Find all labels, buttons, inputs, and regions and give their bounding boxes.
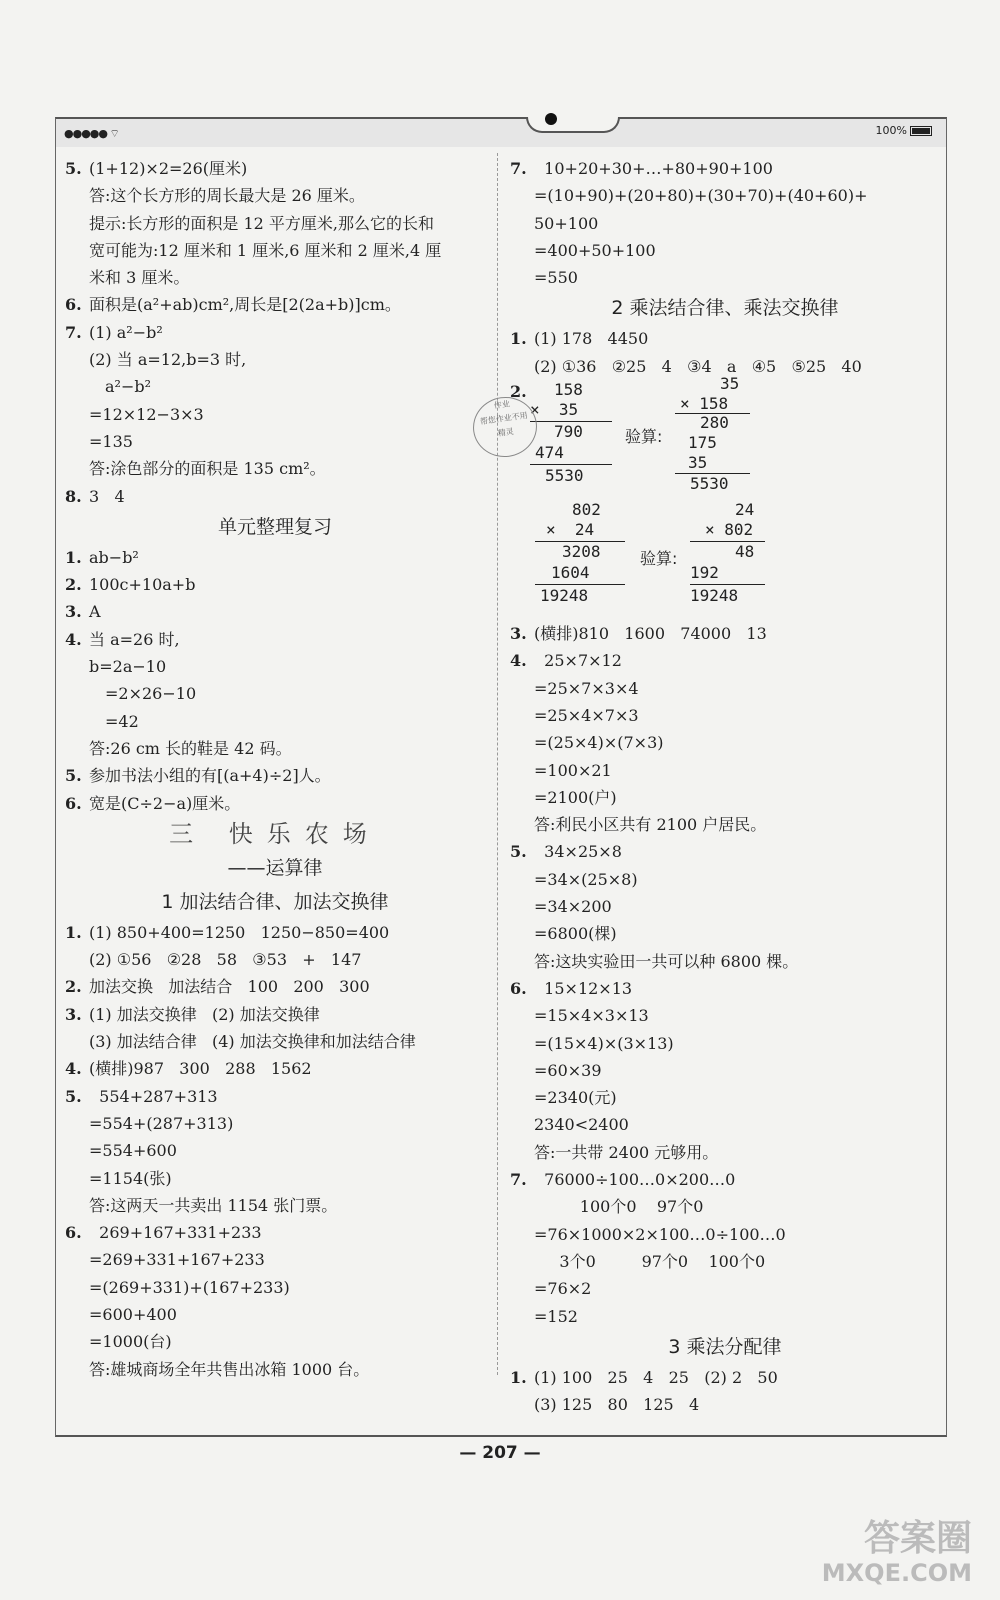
- answer-text: 100c+10a+b: [89, 575, 196, 595]
- answer-line: [510, 702, 940, 729]
- answer-text: ab−b²: [89, 547, 139, 567]
- answer-line: [65, 455, 485, 482]
- answer-item: [510, 325, 940, 352]
- page-number: — 207 —: [459, 1443, 541, 1463]
- answer-text: 答:雄城商场全年共售出冰箱 1000 台。: [89, 1359, 370, 1379]
- answer-line: [510, 948, 940, 975]
- answer-text: 554+287+313: [89, 1086, 218, 1106]
- answer-line: [65, 401, 485, 428]
- answer-text: =2×26−10: [105, 684, 197, 704]
- battery-percent: 100%: [875, 124, 907, 137]
- answer-line: [510, 1221, 940, 1248]
- answer-text: =25×4×7×3: [534, 705, 639, 725]
- item-number: 2.: [510, 382, 527, 402]
- answer-text: =269+331+167+233: [89, 1250, 265, 1270]
- section-heading: 2 乘法结合律、乘法交换律: [611, 297, 839, 320]
- answer-text: (1) a²−b²: [89, 322, 163, 342]
- answer-line: [510, 1303, 940, 1330]
- stamp-text: 精灵: [497, 426, 515, 439]
- answer-line: [510, 210, 940, 237]
- answer-line: [65, 1301, 485, 1328]
- watermark-url: MXQE.COM: [821, 1559, 972, 1587]
- answer-text: (1) 100 25 4 25 (2) 2 50: [534, 1367, 778, 1387]
- answer-text: =600+400: [89, 1304, 177, 1324]
- answer-text: 10+20+30+…+80+90+100: [534, 159, 773, 178]
- answer-line: [510, 920, 940, 947]
- answer-text: 15×12×13: [534, 978, 633, 998]
- answer-line: [65, 264, 485, 291]
- answer-text: (1) 加法交换律 (2) 加法交换律: [89, 1004, 320, 1024]
- stamp-text: 作业: [493, 399, 511, 411]
- answer-text: (1) 850+400=1250 1250−850=400: [89, 922, 390, 942]
- vertical-calc-2: [510, 500, 940, 620]
- item-number: 1.: [510, 1367, 527, 1387]
- answer-line: [510, 1248, 940, 1275]
- answer-text: 参加书法小组的有[(a+4)÷2]人。: [89, 766, 331, 786]
- answer-line: [65, 428, 485, 455]
- watermark-text: 答案圈: [863, 1518, 972, 1559]
- item-number: 3.: [65, 1004, 82, 1024]
- answer-item: [65, 598, 485, 625]
- calc-result: 5530: [545, 466, 584, 486]
- answer-text: 答:利民小区共有 2100 户居民。: [534, 815, 767, 835]
- answer-item: [510, 1364, 940, 1391]
- calc-operand: × 24: [546, 520, 595, 540]
- answer-line: [510, 1030, 940, 1057]
- answer-line: [65, 1028, 485, 1055]
- item-number: 1.: [65, 547, 82, 567]
- answer-text: 76000÷100…0×200…0: [534, 1170, 736, 1190]
- stamp-text: 帮您作业不用: [479, 410, 529, 427]
- item-number: 7.: [510, 159, 527, 178]
- answer-text: 当 a=26 时,: [89, 629, 180, 649]
- answer-text: =(269+331)+(167+233): [89, 1277, 290, 1297]
- answer-text: (2) ①56 ②28 58 ③53 + 147: [89, 950, 362, 970]
- answer-line: [510, 1111, 940, 1138]
- answer-text: 50+100: [534, 213, 599, 233]
- answer-text: =(15×4)×(3×13): [534, 1033, 674, 1053]
- answer-line: [510, 811, 940, 838]
- answer-item: [65, 1055, 485, 1082]
- answer-text: 答:这两天一共卖出 1154 张门票。: [89, 1195, 338, 1215]
- answer-line: [65, 1246, 485, 1273]
- answer-item: [510, 647, 940, 674]
- answer-text: 3 4: [89, 486, 125, 506]
- answer-item: [65, 973, 485, 1000]
- answer-line: [510, 784, 940, 811]
- answer-text: =554+(287+313): [89, 1113, 234, 1133]
- answer-line: [65, 946, 485, 973]
- item-number: 6.: [65, 295, 82, 315]
- answer-text: 100个0 97个0: [534, 1197, 704, 1217]
- answer-text: =12×12−3×3: [89, 404, 204, 424]
- answer-line: [510, 1139, 940, 1166]
- answer-text: 25×7×12: [534, 651, 622, 671]
- answer-text: =76×1000×2×100…0÷100…0: [534, 1224, 786, 1244]
- answer-text: =152: [534, 1306, 578, 1326]
- answer-text: (1+12)×2=26(厘米): [89, 159, 248, 178]
- answer-line: [65, 182, 485, 209]
- answer-item: [65, 762, 485, 789]
- watermark-logo: [821, 1518, 972, 1590]
- camera-icon: [545, 113, 557, 125]
- section-heading: ——运算律: [227, 856, 323, 879]
- item-number: 7.: [510, 1170, 527, 1190]
- answer-text: =6800(棵): [534, 924, 617, 944]
- section-heading: 三 快乐农场: [169, 819, 381, 848]
- answer-text: =1000(台): [89, 1332, 172, 1352]
- item-number: 8.: [65, 486, 82, 506]
- calc-partial: 175: [688, 433, 717, 453]
- answer-line: [65, 735, 485, 762]
- answer-text: 宽可能为:12 厘米和 1 厘米,6 厘米和 2 厘米,4 厘: [89, 240, 442, 260]
- answer-text: 2340<2400: [534, 1115, 629, 1135]
- item-number: 6.: [65, 793, 82, 813]
- calc-operand: × 35: [530, 400, 579, 420]
- answer-text: =15×4×3×13: [534, 1006, 649, 1026]
- answer-item: [65, 1001, 485, 1028]
- item-number: 4.: [65, 629, 82, 649]
- answer-text: 加法交换 加法结合 100 200 300: [89, 977, 370, 997]
- answer-text: =135: [89, 431, 133, 451]
- item-number: 6.: [510, 978, 527, 998]
- device-notch: [526, 117, 620, 133]
- item-number: 4.: [65, 1059, 82, 1079]
- signal-icon: ●●●●● ⌔: [64, 127, 119, 140]
- answer-item: [65, 919, 485, 946]
- answer-line: [65, 1274, 485, 1301]
- column-divider: [497, 153, 498, 1375]
- section-heading: 3 乘法分配律: [668, 1335, 782, 1358]
- answer-item: [65, 1083, 485, 1110]
- answer-text: =550: [534, 268, 578, 288]
- answer-text: 答:一共带 2400 元够用。: [534, 1142, 719, 1162]
- answer-text: 34×25×8: [534, 842, 622, 862]
- answer-item: [510, 620, 940, 647]
- answer-item: [510, 155, 940, 182]
- answer-line: [510, 264, 940, 291]
- item-number: 2.: [65, 977, 82, 997]
- answer-text: =554+600: [89, 1141, 177, 1161]
- answer-text: 面积是(a²+ab)cm²,周长是[2(2a+b)]cm。: [89, 295, 401, 315]
- calc-partial: 790: [554, 422, 583, 442]
- answer-text: (3) 125 80 125 4: [534, 1395, 700, 1415]
- answer-line: [510, 1002, 940, 1029]
- answer-line: [65, 653, 485, 680]
- tablet-status-bar: [55, 117, 947, 147]
- answer-line: [510, 1275, 940, 1302]
- answer-line: [510, 182, 940, 209]
- calc-partial: 3208: [562, 542, 601, 562]
- item-number: 1.: [510, 329, 527, 349]
- answer-line: [510, 1057, 940, 1084]
- answer-text: a²−b²: [105, 377, 152, 397]
- right-top-section: [510, 155, 940, 380]
- answer-text: 答:这块实验田一共可以种 6800 棵。: [534, 951, 799, 971]
- answer-line: [510, 237, 940, 264]
- answer-text: (3) 加法结合律 (4) 加法交换律和加法结合律: [89, 1032, 416, 1052]
- answer-text: (横排)987 300 288 1562: [89, 1059, 312, 1079]
- answer-text: A: [89, 602, 101, 622]
- answer-text: =100×21: [534, 760, 612, 780]
- item-number: 4.: [510, 651, 527, 671]
- answer-item: [65, 483, 485, 510]
- answer-text: =(25×4)×(7×3): [534, 733, 664, 753]
- item-number: 5.: [65, 766, 82, 786]
- answer-text: =34×200: [534, 897, 612, 917]
- calc-operand: 24: [735, 500, 755, 520]
- answer-text: =2100(户): [534, 787, 617, 807]
- calc-rule: [530, 464, 612, 465]
- item-number: 1.: [65, 922, 82, 942]
- answer-item: [65, 319, 485, 346]
- left-column: [65, 155, 485, 1383]
- answer-line: [65, 1165, 485, 1192]
- right-column: [510, 155, 940, 1418]
- battery-indicator: [876, 124, 932, 137]
- calc-partial: 192: [690, 563, 719, 583]
- calc-operand: × 158: [680, 394, 729, 414]
- answer-text: 答:这个长方形的周长最大是 26 厘米。: [89, 186, 365, 206]
- answer-line: [65, 1328, 485, 1355]
- answer-text: =2340(元): [534, 1088, 617, 1108]
- item-number: 3.: [65, 602, 82, 622]
- answer-item: [65, 544, 485, 571]
- section-heading: 单元整理复习: [217, 515, 332, 538]
- item-number: 5.: [65, 159, 82, 178]
- answer-line: [65, 680, 485, 707]
- item-number: 3.: [510, 624, 527, 644]
- answer-text: =42: [105, 711, 139, 731]
- answer-line: [510, 893, 940, 920]
- calc-operand: × 802: [705, 520, 754, 540]
- item-number: 6.: [65, 1223, 82, 1243]
- answer-text: =1154(张): [89, 1168, 172, 1188]
- answer-line: [65, 210, 485, 237]
- answer-line: [65, 708, 485, 735]
- calc-partial: 48: [735, 542, 755, 562]
- item-number: 5.: [510, 842, 527, 862]
- right-bottom-section: [510, 620, 940, 1418]
- vertical-calc-1: [510, 374, 940, 494]
- section-heading: 1 加法结合律、加法交换律: [161, 890, 389, 913]
- answer-line: [510, 729, 940, 756]
- calc-operand: 802: [572, 500, 601, 520]
- item-number: 2.: [65, 575, 82, 595]
- answer-item: [510, 975, 940, 1002]
- answer-text: =400+50+100: [534, 240, 656, 260]
- answer-text: 米和 3 厘米。: [89, 268, 190, 288]
- answer-text: (2) 当 a=12,b=3 时,: [89, 350, 247, 370]
- calc-operand: 35: [720, 374, 740, 394]
- battery-icon: [910, 126, 932, 136]
- calc-result: 19248: [690, 586, 739, 606]
- answer-item: [65, 571, 485, 598]
- answer-text: 答:26 cm 长的鞋是 42 码。: [89, 738, 292, 758]
- answer-text: =60×39: [534, 1060, 602, 1080]
- answer-item: [510, 1166, 940, 1193]
- calc-rule: [690, 584, 765, 585]
- answer-item: [65, 1219, 485, 1246]
- answer-line: [510, 675, 940, 702]
- answer-text: (2) ①36 ②25 4 ③4 a ④5 ⑤25 40: [534, 356, 862, 376]
- answer-text: 269+167+331+233: [89, 1223, 262, 1243]
- answer-line: [65, 1192, 485, 1219]
- answer-item: [510, 838, 940, 865]
- answer-line: [510, 1084, 940, 1111]
- answer-text: =76×2: [534, 1279, 592, 1299]
- answer-item: [65, 291, 485, 318]
- calc-rule: [535, 584, 625, 585]
- answer-text: b=2a−10: [89, 657, 167, 677]
- answer-text: (横排)810 1600 74000 13: [534, 624, 767, 644]
- answer-line: [65, 1356, 485, 1383]
- answer-text: 提示:长方形的面积是 12 平方厘米,那么它的长和: [89, 213, 435, 233]
- answer-text: (1) 178 4450: [534, 329, 649, 349]
- calc-partial: 280: [700, 413, 729, 433]
- calc-result: 5530: [690, 474, 729, 494]
- answer-line: [65, 1110, 485, 1137]
- answer-item: [65, 155, 485, 182]
- answer-line: [65, 373, 485, 400]
- check-label: 验算:: [640, 549, 678, 569]
- answer-text: 宽是(C÷2−a)厘米。: [89, 793, 241, 813]
- answer-text: =(10+90)+(20+80)+(30+70)+(40+60)+: [534, 186, 868, 206]
- check-label: 验算:: [625, 427, 663, 447]
- calc-partial: 474: [535, 443, 564, 463]
- answer-item: [65, 626, 485, 653]
- item-number: 5.: [65, 1086, 82, 1106]
- answer-text: =34×(25×8): [534, 869, 638, 889]
- answer-line: [510, 1193, 940, 1220]
- calc-partial: 35: [688, 453, 708, 473]
- calc-operand: 158: [554, 380, 583, 400]
- answer-item: [65, 790, 485, 817]
- answer-line: [510, 757, 940, 784]
- answer-text: 3个0 97个0 100个0: [534, 1251, 766, 1271]
- answer-line: [65, 1137, 485, 1164]
- calc-partial: 1604: [551, 563, 590, 583]
- item-number: 7.: [65, 322, 82, 342]
- answer-line: [65, 237, 485, 264]
- calc-result: 19248: [540, 586, 589, 606]
- answer-line: [510, 1391, 940, 1418]
- answer-text: =25×7×3×4: [534, 678, 639, 698]
- answer-text: 答:涂色部分的面积是 135 cm²。: [89, 459, 326, 479]
- answer-line: [65, 346, 485, 373]
- answer-line: [510, 866, 940, 893]
